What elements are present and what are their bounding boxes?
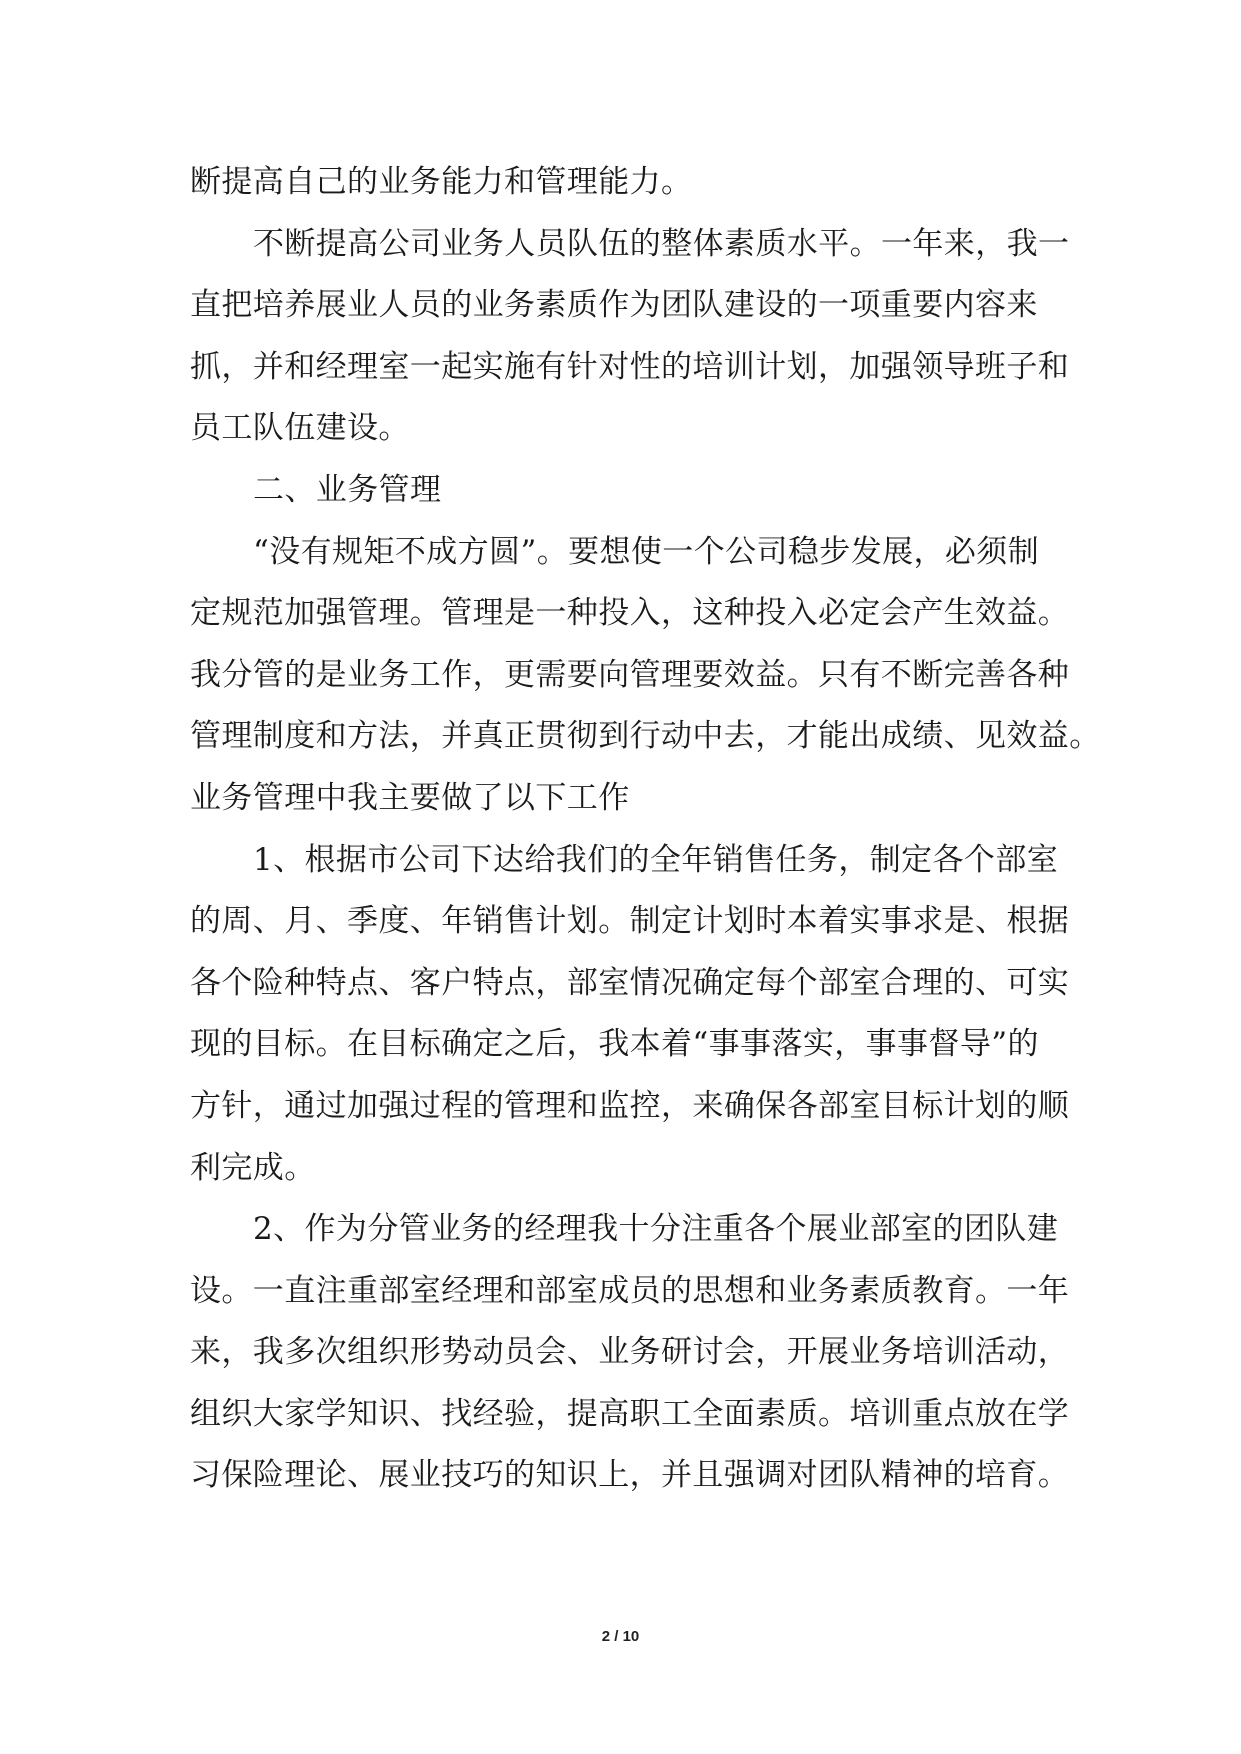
text-line: 抓，并和经理室一起实施有针对性的培训计划，加强领导班子和 (190, 348, 1070, 385)
text-line: 现的目标。在目标确定之后，我本着“事事落实，事事督导”的 (190, 1026, 1039, 1063)
paragraph-first-line: 不断提高公司业务人员队伍的整体素质水平。一年来，我一 (253, 225, 1070, 262)
list-item-2-first-line: 2、作为分管业务的经理我十分注重各个展业部室的团队建 (253, 1211, 1059, 1248)
text-line: 组织大家学知识、找经验，提高职工全面素质。培训重点放在学 (190, 1395, 1070, 1432)
text-line: 方针，通过加强过程的管理和监控，来确保各部室目标计划的顺 (190, 1087, 1070, 1124)
text-line: 习保险理论、展业技巧的知识上，并且强调对团队精神的培育。 (190, 1457, 1070, 1494)
text-line: 我分管的是业务工作，更需要向管理要效益。只有不断完善各种 (190, 656, 1070, 693)
text-line: 管理制度和方法，并真正贯彻到行动中去，才能出成绩、见效益。 (190, 718, 1101, 755)
text-line: 员工队伍建设。 (190, 410, 410, 447)
list-item-1-first-line: 1、根据市公司下达给我们的全年销售任务，制定各个部室 (253, 841, 1059, 878)
text-line: 来，我多次组织形势动员会、业务研讨会，开展业务培训活动， (190, 1334, 1070, 1371)
page-number: 2 / 10 (601, 1628, 640, 1645)
text-line: 业务管理中我主要做了以下工作 (190, 779, 630, 816)
section-heading: 二、业务管理 (253, 471, 442, 508)
document-body (190, 152, 1101, 1507)
text-line: 断提高自己的业务能力和管理能力。 (190, 164, 693, 200)
paragraph-first-line: “没有规矩不成方圆”。要想使一个公司稳步发展，必须制 (253, 533, 1040, 570)
text-line: 设。一直注重部室经理和部室成员的思想和业务素质教育。一年 (190, 1272, 1070, 1309)
text-line: 的周、月、季度、年销售计划。制定计划时本着实事求是、根据 (190, 903, 1070, 940)
text-line: 定规范加强管理。管理是一种投入，这种投入必定会产生效益。 (190, 595, 1070, 632)
text-line: 各个险种特点、客户特点，部室情况确定每个部室合理的、可实 (190, 964, 1070, 1001)
text-line: 直把培养展业人员的业务素质作为团队建设的一项重要内容来 (190, 287, 1038, 324)
text-line: 利完成。 (190, 1149, 316, 1186)
